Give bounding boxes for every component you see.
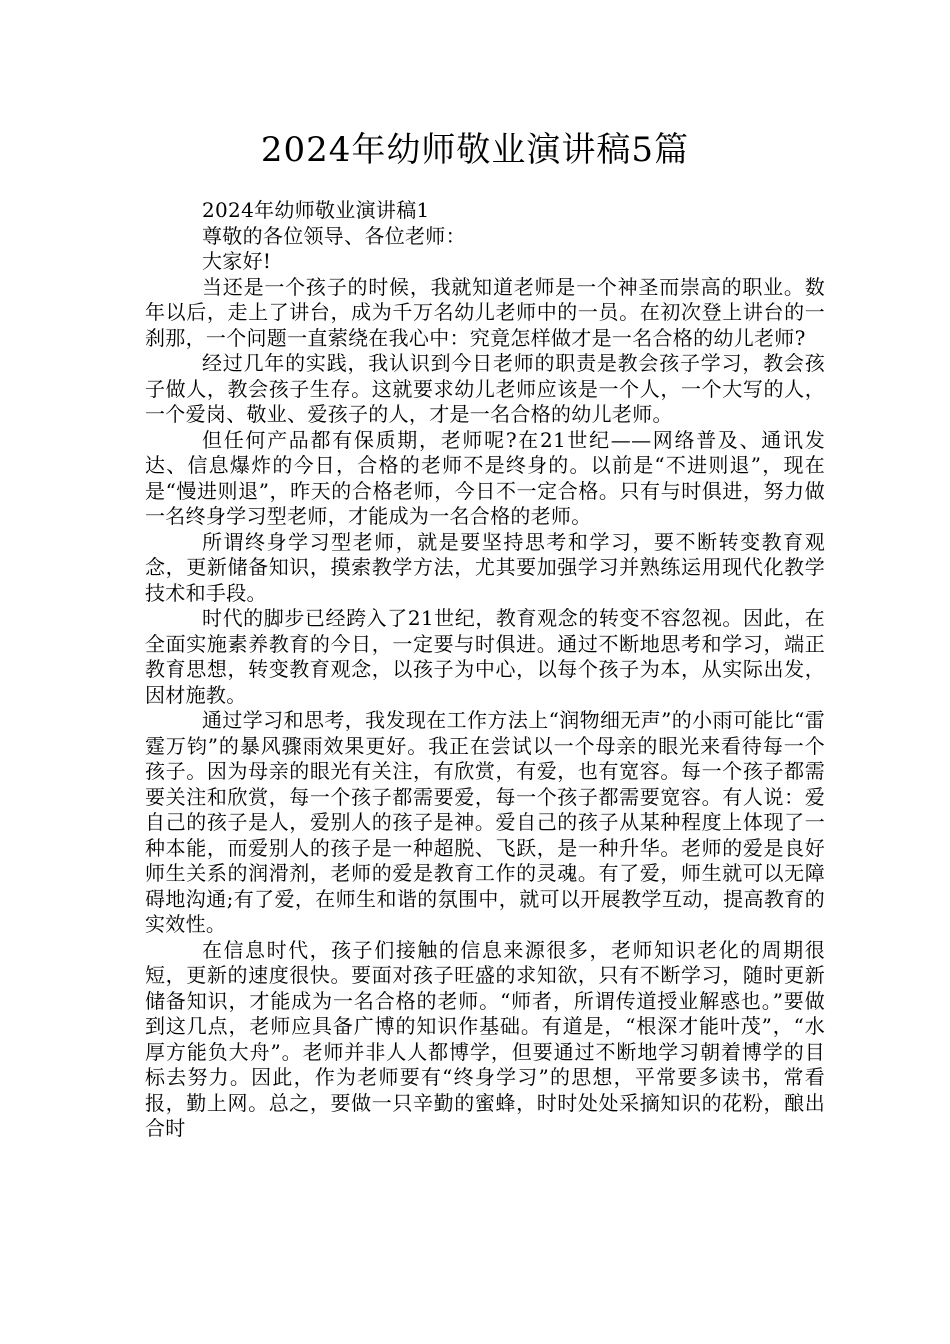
document-title: 2024年幼师敬业演讲稿5篇: [260, 130, 690, 170]
salutation: 尊敬的各位领导、各位老师：: [202, 223, 466, 248]
paragraph: 当还是一个孩子的时候，我就知道老师是一个神圣而崇高的职业。数年以后，走上了讲台，成为千万名幼儿老师中的一员。在初次登上讲台的一刹那，一个问题一直萦绕在我心中：究竟怎样做才是一名合格的幼儿老师?: [145, 274, 825, 350]
paragraph: 在信息时代，孩子们接触的信息来源很多，老师知识老化的周期很短，更新的速度很快。要面对孩子旺盛的求知欲，只有不断学习，随时更新储备知识，才能成为一名合格的老师。“师者，所谓传道授业解惑也。”要做到这几点，老师应具备广博的知识作基础。有道是，“根深才能叶茂”，“水厚方能负大舟”。老师并非人人都博学，但要通过不断地学习朝着博学的目标去努力。因此，作为老师要有“终身学习”的思想，平常要多读书，常看报，勤上网。总之，要做一只辛勤的蜜蜂，时时处处采摘知识的花粉，酿出合时: [145, 937, 825, 1140]
paragraph: 但任何产品都有保质期，老师呢?在21世纪——网络普及、通讯发达、信息爆炸的今日，合格的老师不是终身的。以前是“不进则退”，现在是“慢进则退”，昨天的合格老师，今日不一定合格。只有与时俱进，努力做一名终身学习型老师，才能成为一名合格的老师。: [145, 427, 825, 528]
paragraph: 经过几年的实践，我认识到今日老师的职责是教会孩子学习，教会孩子做人，教会孩子生存。这就要求幼儿老师应该是一个人，一个大写的人，一个爱岗、敬业、爱孩子的人，才是一名合格的幼儿老师。: [145, 351, 825, 426]
speech-subtitle: 2024年幼师敬业演讲稿1: [202, 198, 430, 222]
paragraph: 通过学习和思考，我发现在工作方法上“润物细无声”的小雨可能比“雷霆万钧”的暴风骤雨效果更好。我正在尝试以一个母亲的眼光来看待每一个孩子。因为母亲的眼光有关注，有欣赏，有爱，也有宽容。每一个孩子都需要关注和欣赏，每一个孩子都需要爱，每一个孩子都需要宽容。有人说：爱自己的孩子是人，爱别人的孩子是神。爱自己的孩子从某种程度上体现了一种本能，而爱别人的孩子是一种超脱、飞跃，是一种升华。老师的爱是良好师生关系的润滑剂，老师的爱是教育工作的灵魂。有了爱，师生就可以无障碍地沟通;有了爱，在师生和谐的氛围中，就可以开展教学互动，提高教育的实效性。: [145, 708, 825, 936]
paragraph: 所谓终身学习型老师，就是要坚持思考和学习，要不断转变教育观念，更新储备知识，摸索教学方法，尤其要加强学习并熟练运用现代化教学技术和手段。: [145, 529, 825, 605]
document-body: [145, 198, 825, 1142]
paragraph: 时代的脚步已经跨入了21世纪，教育观念的转变不容忽视。因此，在全面实施素养教育的今日，一定要与时俱进。通过不断地思考和学习，端正教育思想，转变教育观念，以孩子为中心，以每个孩子为本，从实际出发，因材施教。: [145, 606, 825, 707]
greeting: 大家好!: [202, 249, 272, 273]
